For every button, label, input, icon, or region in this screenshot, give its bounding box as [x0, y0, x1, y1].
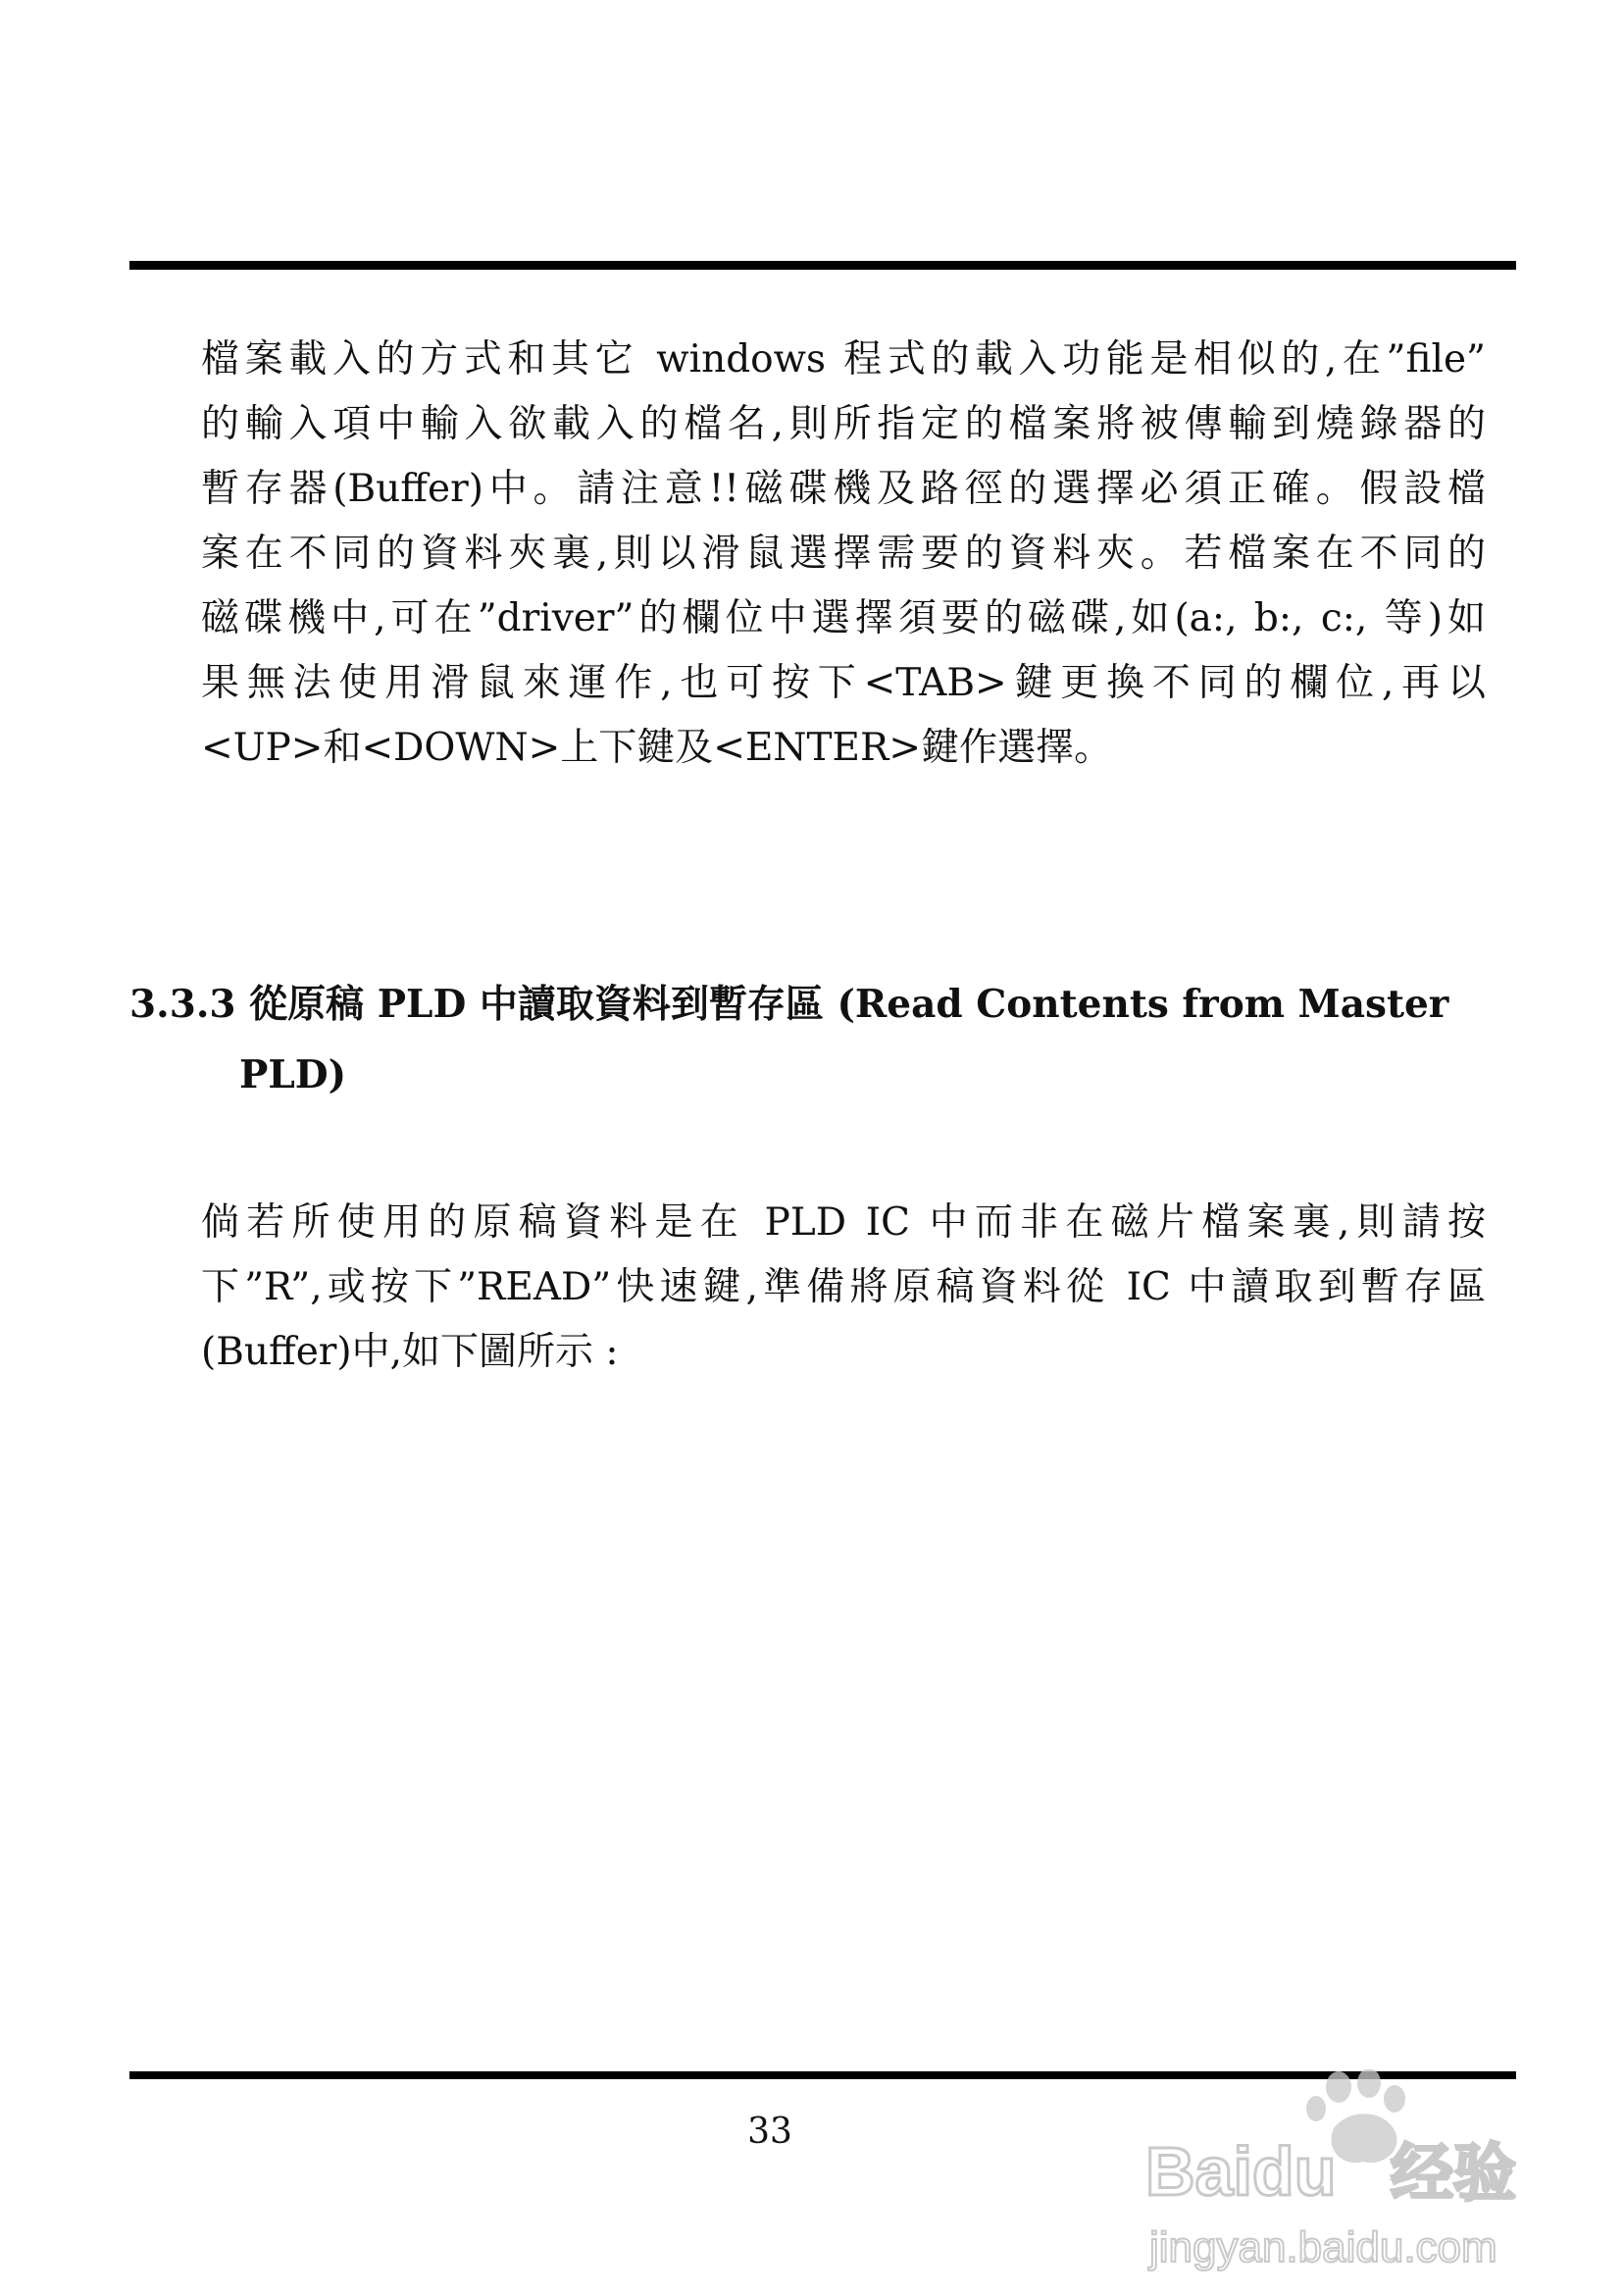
baidu-jingyan-watermark	[1138, 2069, 1549, 2285]
header-rule	[129, 261, 1516, 270]
text-line: 果無法使用滑鼠來運作,也可按下<TAB>鍵更換不同的欄位,再以	[201, 661, 1486, 705]
paragraph-file-loading	[201, 328, 1486, 781]
text-line: <UP>和<DOWN>上下鍵及<ENTER>鍵作選擇。	[201, 726, 1113, 770]
text-line: (Buffer)中,如下圖所示 :	[201, 1330, 619, 1374]
text-line: 磁碟機中,可在”driver”的欄位中選擇須要的磁碟,如(a:, b:, c:, 等)如	[201, 596, 1486, 640]
text-line: 倘若所使用的原稿資料是在 PLD IC 中而非在磁片檔案裏,則請按	[201, 1200, 1486, 1245]
paw-logo-icon	[1138, 2069, 1549, 2285]
section-heading	[129, 969, 1502, 1110]
paragraph-read-master	[201, 1191, 1486, 1385]
watermark-url: jingyan.baidu.com	[1149, 2223, 1497, 2271]
text-line: 的輸入項中輸入欲載入的檔名,則所指定的檔案將被傳輸到燒錄器的	[201, 402, 1486, 446]
text-line: 下”R”,或按下”READ”快速鍵,準備將原稿資料從 IC 中讀取到暫存區	[201, 1265, 1486, 1309]
text-line: 檔案載入的方式和其它 windows 程式的載入功能是相似的,在”file”	[201, 337, 1486, 382]
text-line: 暫存器(Buffer)中。請注意!!磁碟機及路徑的選擇必須正確。假設檔	[201, 467, 1486, 511]
section-heading-line-2: PLD)	[239, 1052, 347, 1097]
watermark-brand: Baidu	[1145, 2133, 1337, 2210]
watermark-label: 经验	[1391, 2138, 1516, 2211]
section-heading-line-1: 3.3.3 從原稿 PLD 中讀取資料到暫存區 (Read Contents from Master	[129, 982, 1449, 1027]
page-number: 33	[747, 2112, 792, 2152]
text-line: 案在不同的資料夾裏,則以滑鼠選擇需要的資料夾。若檔案在不同的	[201, 532, 1486, 576]
